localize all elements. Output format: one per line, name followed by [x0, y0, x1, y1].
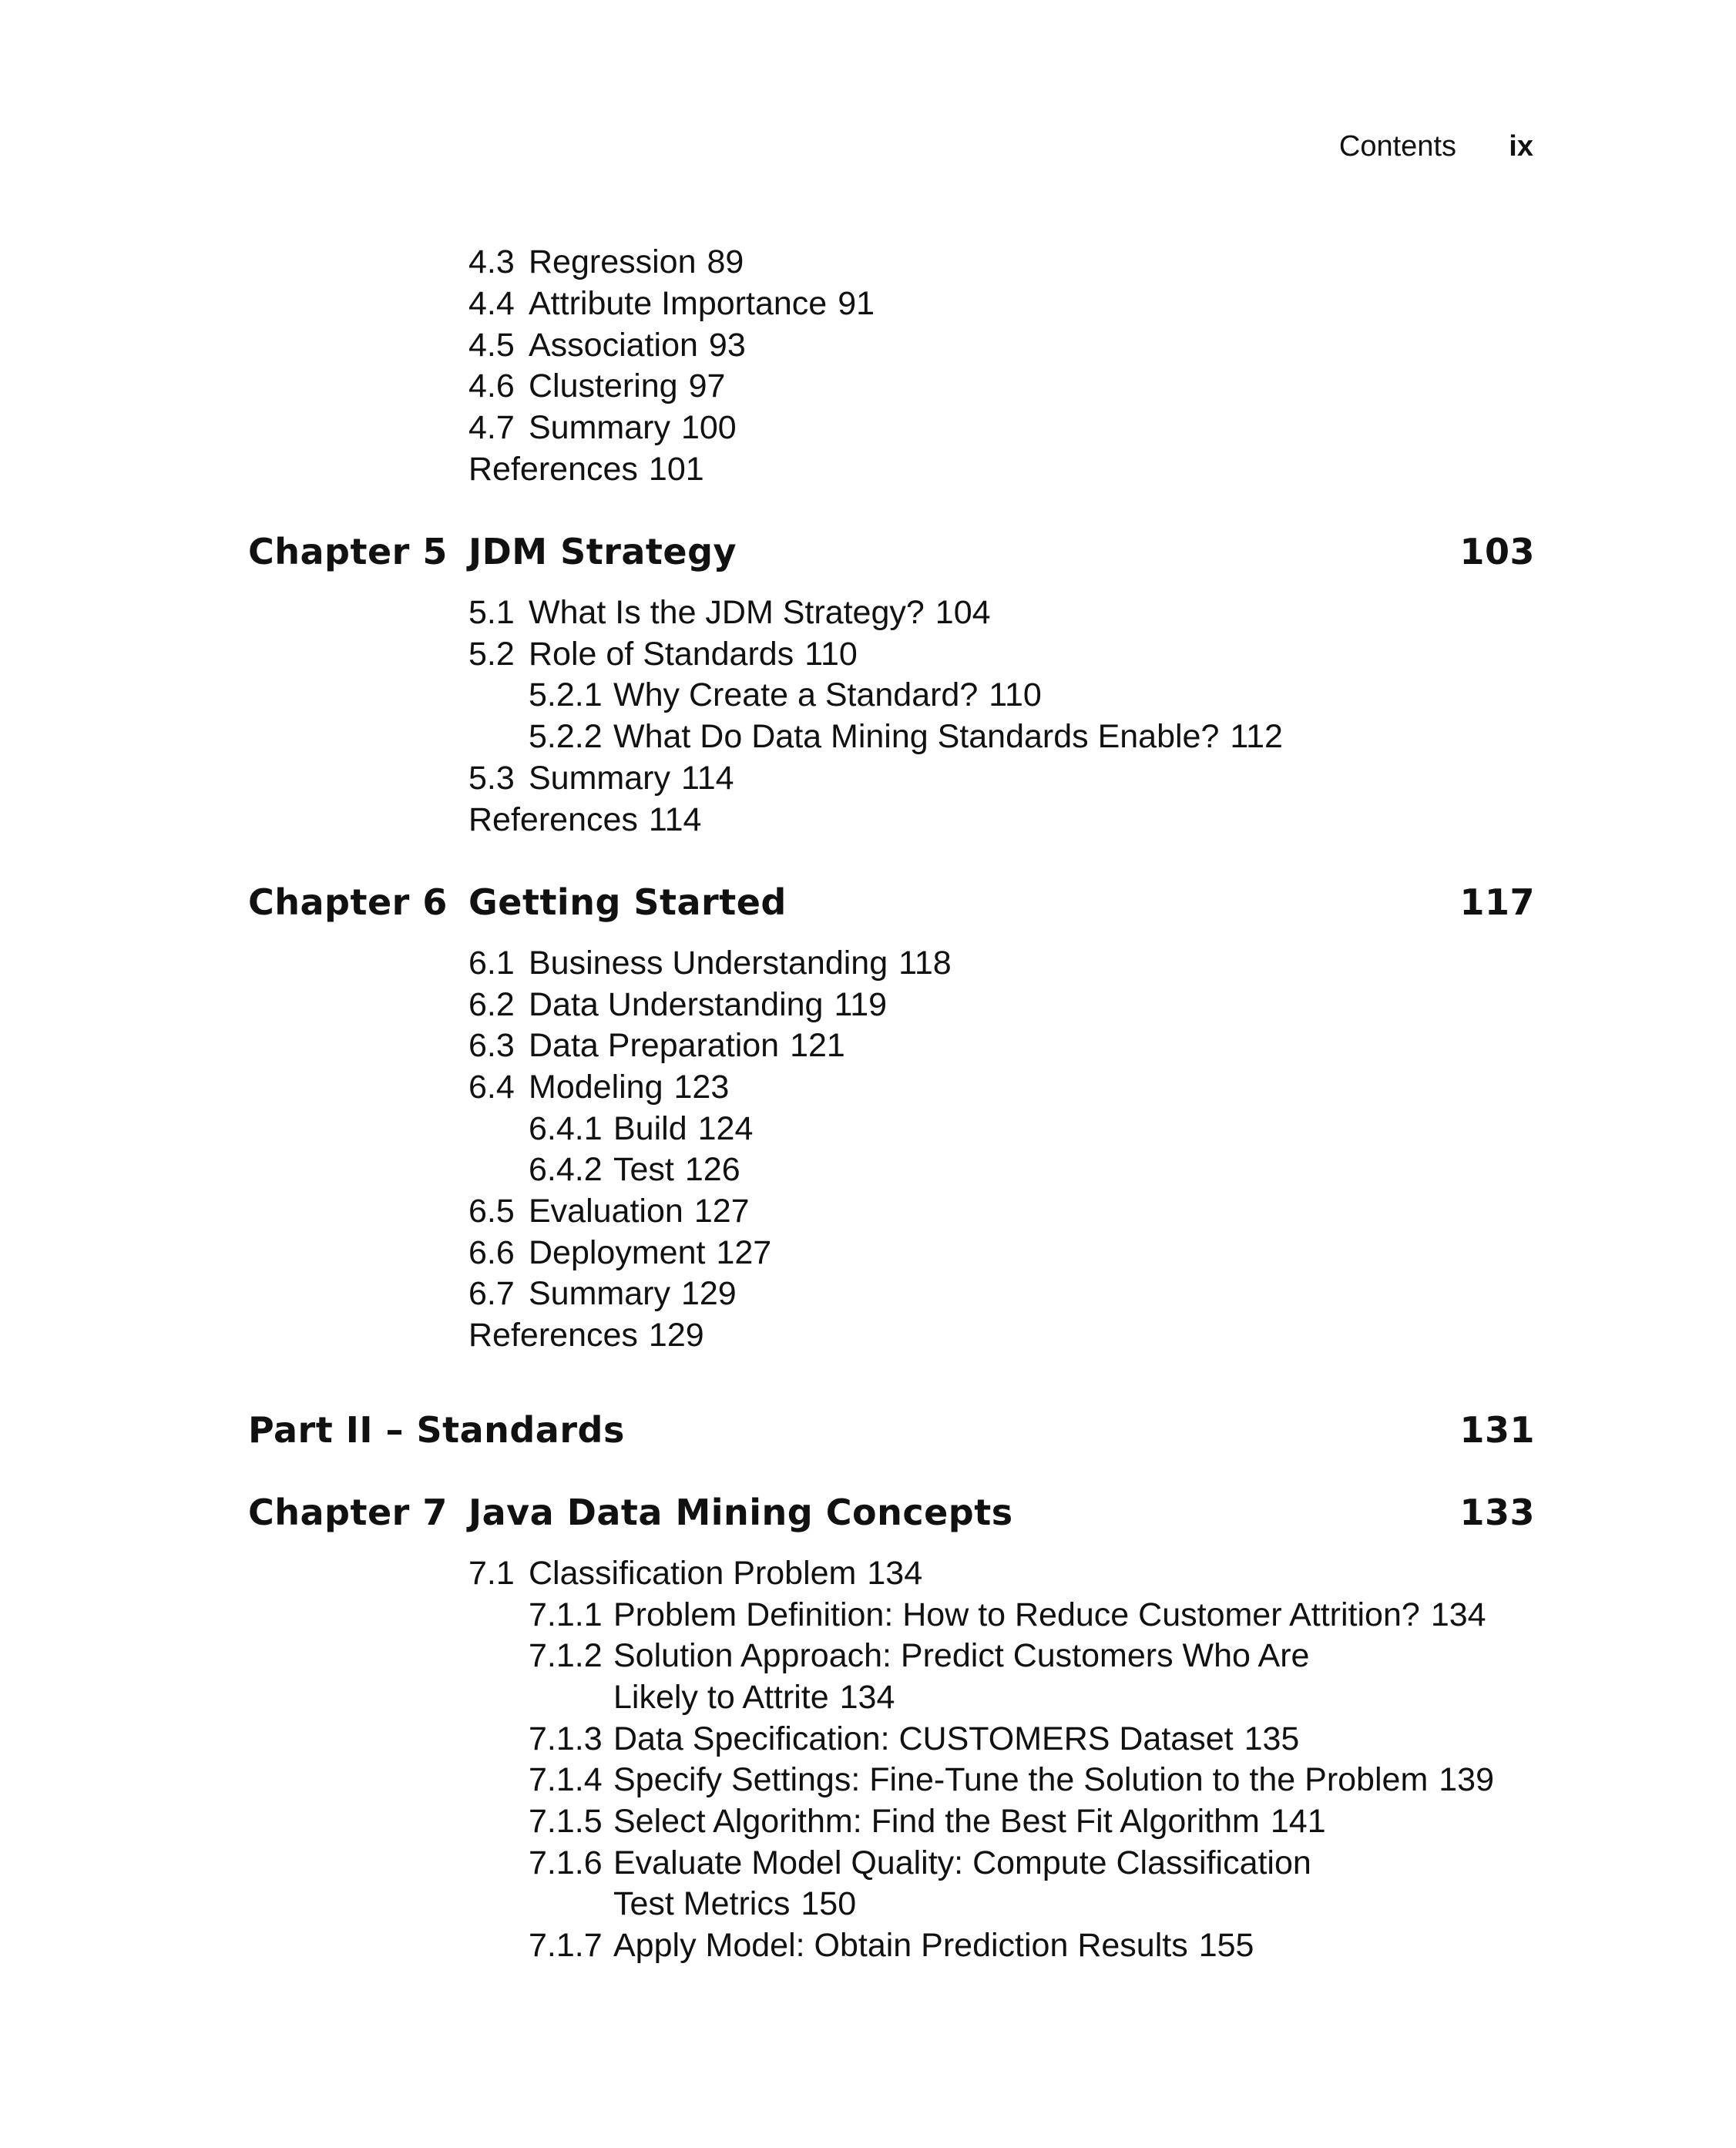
- chapter-heading-7[interactable]: [248, 1489, 1535, 1535]
- subsection-title: Select Algorithm: Find the Best Fit Algorithm: [613, 1803, 1260, 1840]
- section-number: 6.1: [468, 945, 515, 982]
- toc-entry-7-1-1[interactable]: [529, 1594, 1486, 1636]
- section-number: 4.3: [468, 243, 515, 280]
- section-title: Data Preparation: [529, 1027, 780, 1064]
- section-number: 6.6: [468, 1234, 515, 1271]
- subsection-number: 5.2.2: [529, 718, 603, 755]
- subsection-page: 124: [697, 1110, 754, 1147]
- running-head: [1248, 125, 1533, 168]
- subsection-title: Data Specification: CUSTOMERS Dataset: [613, 1720, 1234, 1757]
- section-number: 6.4: [468, 1069, 515, 1106]
- subsection-title: What Do Data Mining Standards Enable?: [613, 718, 1220, 755]
- page-number: ix: [1509, 130, 1533, 163]
- section-page: 101: [648, 451, 704, 488]
- section-page: 129: [680, 1275, 737, 1312]
- subsection-page: 134: [1430, 1596, 1486, 1633]
- toc-entry-references-6[interactable]: [468, 1314, 704, 1356]
- toc-entry-4-7[interactable]: [468, 407, 737, 448]
- subsection-title: Test: [613, 1151, 674, 1188]
- subsection-page: 112: [1230, 718, 1283, 755]
- section-title: Regression: [529, 243, 697, 280]
- toc-entry-6-2[interactable]: [468, 984, 887, 1025]
- section-number: 6.3: [468, 1027, 515, 1064]
- subsection-number: 7.1.7: [529, 1927, 603, 1964]
- toc-entry-6-5[interactable]: [468, 1190, 750, 1232]
- chapter-title: JDM Strategy: [468, 531, 737, 572]
- section-title: Data Understanding: [529, 986, 824, 1023]
- toc-entry-7-1[interactable]: [468, 1552, 922, 1594]
- toc-entry-6-7[interactable]: [468, 1273, 737, 1314]
- section-number: 6.7: [468, 1275, 515, 1312]
- toc-entry-5-1[interactable]: [468, 592, 991, 633]
- toc-entry-7-1-3[interactable]: [529, 1718, 1299, 1760]
- toc-entry-5-2[interactable]: [468, 633, 858, 675]
- subsection-number: 7.1.1: [529, 1596, 603, 1633]
- section-number: 5.1: [468, 594, 515, 631]
- subsection-page: 150: [801, 1885, 857, 1922]
- subsection-page: 155: [1198, 1927, 1254, 1964]
- section-page: 119: [834, 986, 888, 1023]
- chapter-label: Chapter 5: [248, 531, 448, 572]
- toc-entry-5-3[interactable]: [468, 757, 734, 799]
- section-page: 127: [716, 1234, 772, 1271]
- section-title: Evaluation: [529, 1193, 683, 1230]
- toc-entry-6-4[interactable]: [468, 1066, 729, 1108]
- subsection-page: 141: [1270, 1803, 1326, 1840]
- chapter-page: 133: [1459, 1492, 1535, 1533]
- section-page: 100: [680, 409, 737, 446]
- section-number: 6.5: [468, 1193, 515, 1230]
- toc-entry-6-3[interactable]: [468, 1025, 845, 1066]
- section-page: 114: [648, 801, 702, 838]
- section-page: 121: [790, 1027, 845, 1064]
- subsection-title: Apply Model: Obtain Prediction Results: [613, 1927, 1188, 1964]
- subsection-title-continued: Test Metrics: [613, 1885, 791, 1922]
- subsection-title-continued: Likely to Attrite: [613, 1679, 829, 1716]
- toc-entry-7-1-5[interactable]: [529, 1801, 1326, 1842]
- toc-entry-5-2-2[interactable]: [529, 716, 1283, 757]
- section-number: 4.6: [468, 368, 515, 404]
- subsection-title: Specify Settings: Fine-Tune the Solution to the Problem: [613, 1761, 1429, 1798]
- subsection-page: 126: [684, 1151, 740, 1188]
- section-page: 123: [673, 1069, 730, 1106]
- section-title: References: [468, 451, 638, 488]
- section-title: Association: [529, 327, 698, 364]
- subsection-number: 7.1.6: [529, 1844, 603, 1881]
- subsection-number: 6.4.2: [529, 1151, 603, 1188]
- section-title: Summary: [529, 409, 670, 446]
- toc-entry-4-4[interactable]: [468, 283, 875, 324]
- toc-entry-4-3[interactable]: [468, 241, 744, 283]
- section-page: 118: [898, 945, 952, 982]
- section-title: Summary: [529, 760, 670, 797]
- section-page: 104: [935, 594, 991, 631]
- section-page: 134: [867, 1555, 923, 1592]
- section-number: 4.4: [468, 285, 515, 322]
- section-title: What Is the JDM Strategy?: [529, 594, 925, 631]
- section-page: 129: [648, 1317, 704, 1354]
- subsection-number: 7.1.4: [529, 1761, 603, 1798]
- chapter-title: Getting Started: [468, 881, 787, 923]
- toc-entry-7-1-7[interactable]: [529, 1925, 1254, 1966]
- chapter-label: Chapter 7: [248, 1492, 448, 1533]
- toc-entry-7-1-2-continued[interactable]: [613, 1676, 895, 1718]
- section-number: 6.2: [468, 986, 515, 1023]
- toc-entry-6-4-2[interactable]: [529, 1149, 740, 1190]
- section-page: 93: [708, 327, 746, 364]
- toc-entry-4-5[interactable]: [468, 324, 746, 366]
- section-number: 4.7: [468, 409, 515, 446]
- section-title: Clustering: [529, 368, 678, 404]
- chapter-label: Chapter 6: [248, 881, 448, 923]
- section-title: Role of Standards: [529, 636, 794, 673]
- subsection-page: 134: [839, 1679, 895, 1716]
- subsection-title: Evaluate Model Quality: Compute Classification: [613, 1844, 1311, 1881]
- chapter-title: Java Data Mining Concepts: [468, 1492, 1013, 1533]
- part-label: Part II – Standards: [248, 1409, 625, 1451]
- part-page: 131: [1459, 1409, 1535, 1451]
- toc-entry-references-4[interactable]: [468, 448, 704, 490]
- toc-entry-5-2-1[interactable]: [529, 674, 1042, 716]
- section-page: 114: [680, 760, 734, 797]
- part-heading-2[interactable]: [248, 1407, 1535, 1453]
- section-title: Summary: [529, 1275, 670, 1312]
- section-title: References: [468, 1317, 638, 1354]
- toc-entry-6-4-1[interactable]: [529, 1108, 753, 1150]
- subsection-number: 6.4.1: [529, 1110, 603, 1147]
- toc-entry-7-1-4[interactable]: [529, 1759, 1494, 1801]
- running-head-title: Contents: [1338, 130, 1456, 163]
- section-title: Modeling: [529, 1069, 663, 1106]
- section-page: 110: [804, 636, 858, 673]
- chapter-heading-6[interactable]: [248, 879, 1535, 925]
- chapter-heading-5[interactable]: [248, 529, 1535, 575]
- section-page: 89: [707, 243, 744, 280]
- subsection-number: 7.1.3: [529, 1720, 603, 1757]
- section-number: 7.1: [468, 1555, 515, 1592]
- toc-entry-6-1[interactable]: [468, 942, 952, 984]
- subsection-title: Problem Definition: How to Reduce Customer Attrition?: [613, 1596, 1420, 1633]
- chapter-page: 117: [1459, 881, 1535, 923]
- subsection-page: 139: [1439, 1761, 1495, 1798]
- toc-entry-6-6[interactable]: [468, 1232, 771, 1274]
- section-number: 5.3: [468, 760, 515, 797]
- section-number: 4.5: [468, 327, 515, 364]
- subsection-title: Solution Approach: Predict Customers Who Are: [613, 1637, 1310, 1674]
- toc-entry-7-1-2[interactable]: [529, 1635, 1309, 1676]
- toc-entry-7-1-6[interactable]: [529, 1842, 1311, 1884]
- section-title: Attribute Importance: [529, 285, 828, 322]
- subsection-page: 110: [989, 676, 1042, 713]
- subsection-title: Build: [613, 1110, 687, 1147]
- section-title: References: [468, 801, 638, 838]
- subsection-number: 7.1.5: [529, 1803, 603, 1840]
- subsection-number: 7.1.2: [529, 1637, 603, 1674]
- section-title: Deployment: [529, 1234, 706, 1271]
- subsection-title: Why Create a Standard?: [613, 676, 979, 713]
- section-page: 97: [688, 368, 726, 404]
- subsection-number: 5.2.1: [529, 676, 603, 713]
- section-page: 91: [838, 285, 875, 322]
- toc-entry-references-5[interactable]: [468, 799, 701, 841]
- section-title: Business Understanding: [529, 945, 888, 982]
- toc-entry-7-1-6-continued[interactable]: [613, 1883, 856, 1925]
- section-number: 5.2: [468, 636, 515, 673]
- toc-entry-4-6[interactable]: [468, 365, 725, 407]
- section-page: 127: [693, 1193, 750, 1230]
- section-title: Classification Problem: [529, 1555, 857, 1592]
- chapter-page: 103: [1459, 531, 1535, 572]
- subsection-page: 135: [1244, 1720, 1300, 1757]
